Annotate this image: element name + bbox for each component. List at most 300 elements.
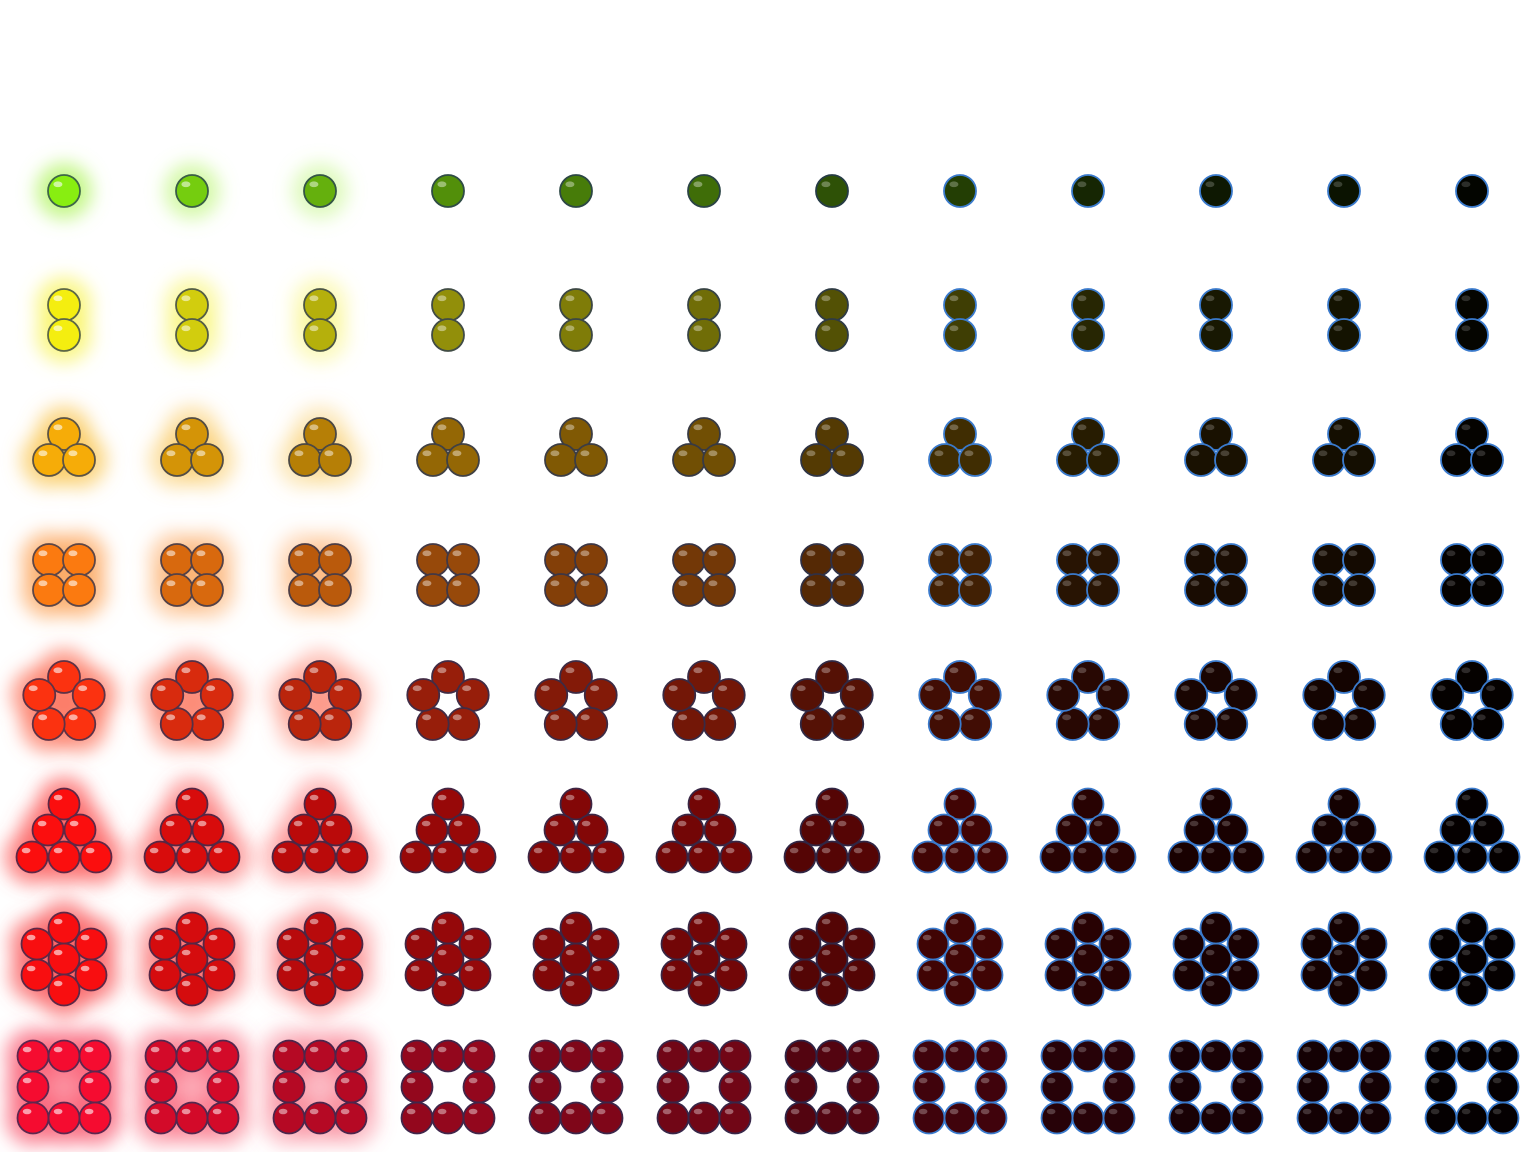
orb — [914, 1041, 945, 1072]
orb-highlight — [566, 950, 575, 956]
orb — [1057, 708, 1089, 740]
orb — [49, 1103, 80, 1134]
orb-highlight — [151, 1109, 160, 1115]
orb-highlight — [566, 981, 575, 987]
orb — [585, 679, 617, 711]
orb-highlight — [949, 667, 958, 673]
orb-highlight — [925, 685, 934, 691]
sprite-r8-c5 — [530, 1041, 623, 1134]
orb-highlight — [182, 919, 191, 925]
orb — [1360, 1072, 1391, 1103]
orb-highlight — [1461, 424, 1470, 430]
orb-highlight — [310, 848, 319, 854]
sprite-r7-c3 — [266, 901, 375, 1018]
orb — [417, 815, 448, 846]
orb — [332, 960, 363, 991]
orb-highlight — [1077, 325, 1086, 331]
orb-highlight — [1206, 1109, 1215, 1115]
orb — [545, 544, 577, 576]
orb — [289, 544, 321, 576]
orb-highlight — [1105, 966, 1114, 972]
orb-highlight — [581, 714, 590, 720]
sprite-r7-c7 — [790, 913, 875, 1006]
orb — [592, 1041, 623, 1072]
orb — [969, 679, 1001, 711]
orb — [1174, 929, 1205, 960]
orb — [273, 842, 304, 873]
orb-highlight — [182, 1047, 191, 1053]
orb-highlight — [950, 795, 959, 801]
sprite-r3-c10 — [1185, 418, 1247, 476]
orb-highlight — [422, 714, 431, 720]
orb-highlight — [791, 1109, 800, 1115]
orb-highlight — [821, 181, 830, 187]
orb — [151, 679, 183, 711]
orb-highlight — [694, 919, 703, 925]
orb — [191, 444, 223, 476]
orb — [289, 815, 320, 846]
orb-highlight — [437, 667, 446, 673]
orb — [33, 444, 65, 476]
orb-highlight — [438, 950, 447, 956]
orb-highlight — [1093, 714, 1102, 720]
orb-highlight — [667, 966, 676, 972]
orb — [208, 1041, 239, 1072]
orb-highlight — [27, 935, 36, 941]
orb — [1104, 1041, 1135, 1072]
orb — [1200, 319, 1232, 351]
orb-highlight — [923, 966, 932, 972]
orb — [1104, 1072, 1135, 1103]
orb-highlight — [791, 1078, 800, 1084]
orb-highlight — [964, 580, 973, 586]
orb — [18, 1103, 49, 1134]
orb-highlight — [181, 667, 190, 673]
orb — [191, 544, 223, 576]
orb-highlight — [950, 950, 959, 956]
orb — [433, 1041, 464, 1072]
orb — [208, 1103, 239, 1134]
orb-highlight — [438, 919, 447, 925]
sprite-r3-c4 — [417, 418, 479, 476]
orb — [433, 913, 464, 944]
orb-highlight — [694, 981, 703, 987]
orb — [1329, 1041, 1360, 1072]
orb-highlight — [54, 848, 63, 854]
orb — [663, 679, 695, 711]
orb — [689, 1103, 720, 1134]
orb-highlight — [919, 1109, 928, 1115]
orb-highlight — [718, 685, 727, 691]
orb-highlight — [341, 1047, 350, 1053]
sprite-r5-c2 — [139, 649, 244, 752]
orb — [1201, 1041, 1232, 1072]
orb-highlight — [550, 714, 559, 720]
orb — [1073, 944, 1104, 975]
orb — [432, 289, 464, 321]
orb — [1329, 975, 1360, 1006]
orb — [1303, 679, 1335, 711]
orb — [1232, 1103, 1263, 1134]
orb — [561, 842, 592, 873]
orb — [23, 679, 55, 711]
orb-highlight — [1365, 1078, 1374, 1084]
orb — [1457, 944, 1488, 975]
orb — [1488, 1103, 1519, 1134]
orb — [1041, 842, 1072, 873]
orb-highlight — [693, 325, 702, 331]
orb — [1489, 842, 1520, 873]
orb-highlight — [29, 685, 38, 691]
orb-highlight — [821, 424, 830, 430]
orb-highlight — [580, 550, 589, 556]
orb-highlight — [854, 848, 863, 854]
orb — [1170, 1103, 1201, 1134]
orb — [1329, 842, 1360, 873]
orb-highlight — [206, 685, 215, 691]
orb-highlight — [795, 966, 804, 972]
orb — [176, 319, 208, 351]
orb-highlight — [1333, 325, 1342, 331]
orb-highlight — [539, 966, 548, 972]
sprite-r4-c1 — [21, 532, 107, 618]
orb — [22, 960, 53, 991]
orb-highlight — [70, 821, 79, 827]
sprite-r5-c4 — [407, 661, 488, 740]
orb-highlight — [1430, 848, 1439, 854]
orb-highlight — [1190, 550, 1199, 556]
orb-highlight — [836, 550, 845, 556]
orb — [688, 289, 720, 321]
orb-highlight — [1349, 714, 1358, 720]
sprite-r5-c8 — [919, 661, 1000, 740]
orb — [305, 842, 336, 873]
orb-highlight — [453, 714, 462, 720]
orb-highlight — [1334, 981, 1343, 987]
orb-highlight — [85, 1047, 94, 1053]
orb — [929, 574, 961, 606]
orb — [332, 929, 363, 960]
orb — [1457, 1041, 1488, 1072]
orb — [177, 1041, 208, 1072]
orb — [1484, 929, 1515, 960]
orb-highlight — [1078, 795, 1087, 801]
sprite-r4-c7 — [801, 544, 863, 606]
orb-highlight — [565, 325, 574, 331]
orb — [1488, 1072, 1519, 1103]
sprite-r6-c1 — [5, 777, 124, 885]
orb-highlight — [324, 450, 333, 456]
orb — [49, 1041, 80, 1072]
orb-highlight — [949, 181, 958, 187]
orb — [1425, 842, 1456, 873]
sprite-r7-c4 — [406, 913, 491, 1006]
orb — [176, 289, 208, 321]
orb — [673, 544, 705, 576]
orb — [279, 679, 311, 711]
orb-highlight — [919, 1078, 928, 1084]
orb — [1297, 842, 1328, 873]
sprite-r5-c12 — [1431, 661, 1512, 740]
orb — [406, 929, 437, 960]
orb — [689, 975, 720, 1006]
orb-highlight — [791, 1047, 800, 1053]
orb-highlight — [197, 714, 206, 720]
orb-highlight — [469, 1109, 478, 1115]
orb — [529, 842, 560, 873]
orb-highlight — [694, 848, 703, 854]
sprite-r4-c10 — [1185, 544, 1247, 606]
orb-highlight — [182, 981, 191, 987]
orb — [1343, 708, 1375, 740]
orb-highlight — [23, 1078, 32, 1084]
orb — [1426, 1103, 1457, 1134]
sprite-r7-c10 — [1174, 913, 1259, 1006]
orb-highlight — [1222, 821, 1231, 827]
orb — [959, 444, 991, 476]
orb-highlight — [1190, 580, 1199, 586]
orb-highlight — [23, 1109, 32, 1115]
orb — [790, 929, 821, 960]
orb — [161, 444, 193, 476]
sprite-r6-c3 — [261, 777, 380, 885]
orb — [1087, 574, 1119, 606]
orb-highlight — [1333, 424, 1342, 430]
sprite-r5-c10 — [1175, 661, 1256, 740]
orb-highlight — [1493, 1047, 1502, 1053]
orb-highlight — [1318, 821, 1327, 827]
orb — [1215, 708, 1247, 740]
orb — [319, 574, 351, 606]
orb-highlight — [678, 580, 687, 586]
orb-highlight — [541, 685, 550, 691]
orb — [703, 544, 735, 576]
orb — [1456, 175, 1488, 207]
orb — [535, 679, 567, 711]
orb — [22, 929, 53, 960]
orb-highlight — [279, 1078, 288, 1084]
orb — [689, 944, 720, 975]
orb-highlight — [849, 935, 858, 941]
orb — [976, 1041, 1007, 1072]
sprite-r1-c4 — [432, 175, 464, 207]
orb — [1169, 842, 1200, 873]
orb-highlight — [1478, 821, 1487, 827]
orb — [464, 1103, 495, 1134]
orb — [1073, 1103, 1104, 1134]
orb — [1185, 815, 1216, 846]
orb — [1313, 444, 1345, 476]
sprite-r1-c11 — [1328, 175, 1360, 207]
orb-highlight — [1047, 1047, 1056, 1053]
orb-highlight — [196, 450, 205, 456]
orb-highlight — [1462, 1047, 1471, 1053]
orb — [1353, 679, 1385, 711]
orb-highlight — [981, 1047, 990, 1053]
orb-highlight — [198, 821, 207, 827]
orb-highlight — [1486, 685, 1495, 691]
orb-highlight — [1461, 181, 1470, 187]
orb — [1441, 708, 1473, 740]
orb — [1313, 574, 1345, 606]
orb-highlight — [85, 1109, 94, 1115]
orb-highlight — [310, 981, 319, 987]
orb-highlight — [166, 550, 175, 556]
orb-highlight — [1179, 935, 1188, 941]
orb-highlight — [853, 1047, 862, 1053]
orb — [1073, 1041, 1104, 1072]
orb — [833, 815, 864, 846]
orb-highlight — [663, 1109, 672, 1115]
orb — [417, 708, 449, 740]
orb — [662, 929, 693, 960]
orb-highlight — [566, 795, 575, 801]
orb — [1343, 444, 1375, 476]
orb-highlight — [1206, 950, 1215, 956]
orb-highlight — [1220, 450, 1229, 456]
orb — [848, 1072, 879, 1103]
orb-highlight — [1205, 181, 1214, 187]
orb — [673, 708, 705, 740]
orb — [705, 815, 736, 846]
orb-highlight — [949, 424, 958, 430]
orb — [592, 1072, 623, 1103]
orb-highlight — [1303, 1109, 1312, 1115]
sprite-r2-c11 — [1328, 289, 1360, 351]
sprite-r8-c8 — [914, 1041, 1007, 1134]
orb-highlight — [324, 550, 333, 556]
orb-highlight — [22, 848, 31, 854]
orb — [817, 913, 848, 944]
orb — [1185, 708, 1217, 740]
orb — [703, 574, 735, 606]
orb-highlight — [213, 1078, 222, 1084]
orb-highlight — [437, 325, 446, 331]
orb-highlight — [693, 181, 702, 187]
orb-highlight — [1461, 295, 1470, 301]
orb — [464, 1041, 495, 1072]
orb — [1457, 913, 1488, 944]
sprite-r5-c7 — [791, 661, 872, 740]
orb-highlight — [1361, 935, 1370, 941]
orb — [785, 842, 816, 873]
sprite-r7-c2 — [138, 901, 247, 1018]
sprite-r6-c10 — [1169, 789, 1264, 873]
orb — [673, 574, 705, 606]
sprite-r3-c11 — [1313, 418, 1375, 476]
orb — [1201, 944, 1232, 975]
orb — [929, 544, 961, 576]
orb — [575, 544, 607, 576]
orb — [545, 444, 577, 476]
orb-highlight — [407, 1109, 416, 1115]
orb-highlight — [1206, 919, 1215, 925]
orb — [305, 913, 336, 944]
orb-highlight — [1307, 966, 1316, 972]
orb-highlight — [597, 1078, 606, 1084]
orb — [146, 1103, 177, 1134]
orb-highlight — [1462, 1109, 1471, 1115]
orb-highlight — [964, 450, 973, 456]
orb-highlight — [1318, 450, 1327, 456]
orb — [913, 842, 944, 873]
orb-highlight — [1109, 1078, 1118, 1084]
sprite-r4-c4 — [417, 544, 479, 606]
orb-highlight — [1493, 1078, 1502, 1084]
orb-highlight — [1303, 1078, 1312, 1084]
orb — [1185, 574, 1217, 606]
orb — [329, 679, 361, 711]
orb-highlight — [86, 848, 95, 854]
orb — [1042, 1103, 1073, 1134]
orb — [146, 1041, 177, 1072]
sprite-r8-c12 — [1426, 1041, 1519, 1134]
orb — [1426, 1041, 1457, 1072]
orb — [972, 960, 1003, 991]
orb-highlight — [1309, 685, 1318, 691]
orb — [336, 1072, 367, 1103]
orb-highlight — [949, 295, 958, 301]
orb — [1329, 944, 1360, 975]
sprite-r8-c2 — [134, 1029, 251, 1146]
orb — [18, 1041, 49, 1072]
orb — [1313, 815, 1344, 846]
orb — [433, 975, 464, 1006]
orb — [530, 1072, 561, 1103]
orb-highlight — [406, 848, 415, 854]
orb — [1073, 975, 1104, 1006]
orb-highlight — [710, 821, 719, 827]
sprite-r1-c6 — [688, 175, 720, 207]
orb-highlight — [566, 1109, 575, 1115]
orb — [801, 708, 833, 740]
orb-highlight — [407, 1078, 416, 1084]
orb-highlight — [68, 550, 77, 556]
orb-highlight — [550, 821, 559, 827]
orb-highlight — [1078, 950, 1087, 956]
orb — [1298, 1103, 1329, 1134]
orb-highlight — [53, 295, 62, 301]
orb-highlight — [1047, 1078, 1056, 1084]
orb-highlight — [53, 325, 62, 331]
sprite-r2-c5 — [560, 289, 592, 351]
orb — [1481, 679, 1513, 711]
orb — [48, 289, 80, 321]
orb-highlight — [662, 848, 671, 854]
orb-highlight — [1446, 450, 1455, 456]
orb — [417, 444, 449, 476]
orb-highlight — [806, 821, 815, 827]
orb-highlight — [53, 424, 62, 430]
orb — [560, 289, 592, 321]
orb-highlight — [1109, 1109, 1118, 1115]
orb-highlight — [693, 667, 702, 673]
orb-highlight — [1205, 295, 1214, 301]
orb-highlight — [1476, 450, 1485, 456]
orb-highlight — [213, 1047, 222, 1053]
orb-highlight — [181, 325, 190, 331]
orb — [49, 842, 80, 873]
orb — [1185, 544, 1217, 576]
orb-highlight — [566, 919, 575, 925]
sprite-r1-c1 — [36, 163, 92, 219]
orb — [305, 1041, 336, 1072]
orb — [81, 842, 112, 873]
sprite-r7-c5 — [534, 913, 619, 1006]
orb-highlight — [324, 580, 333, 586]
orb — [274, 1072, 305, 1103]
orb-highlight — [1053, 685, 1062, 691]
